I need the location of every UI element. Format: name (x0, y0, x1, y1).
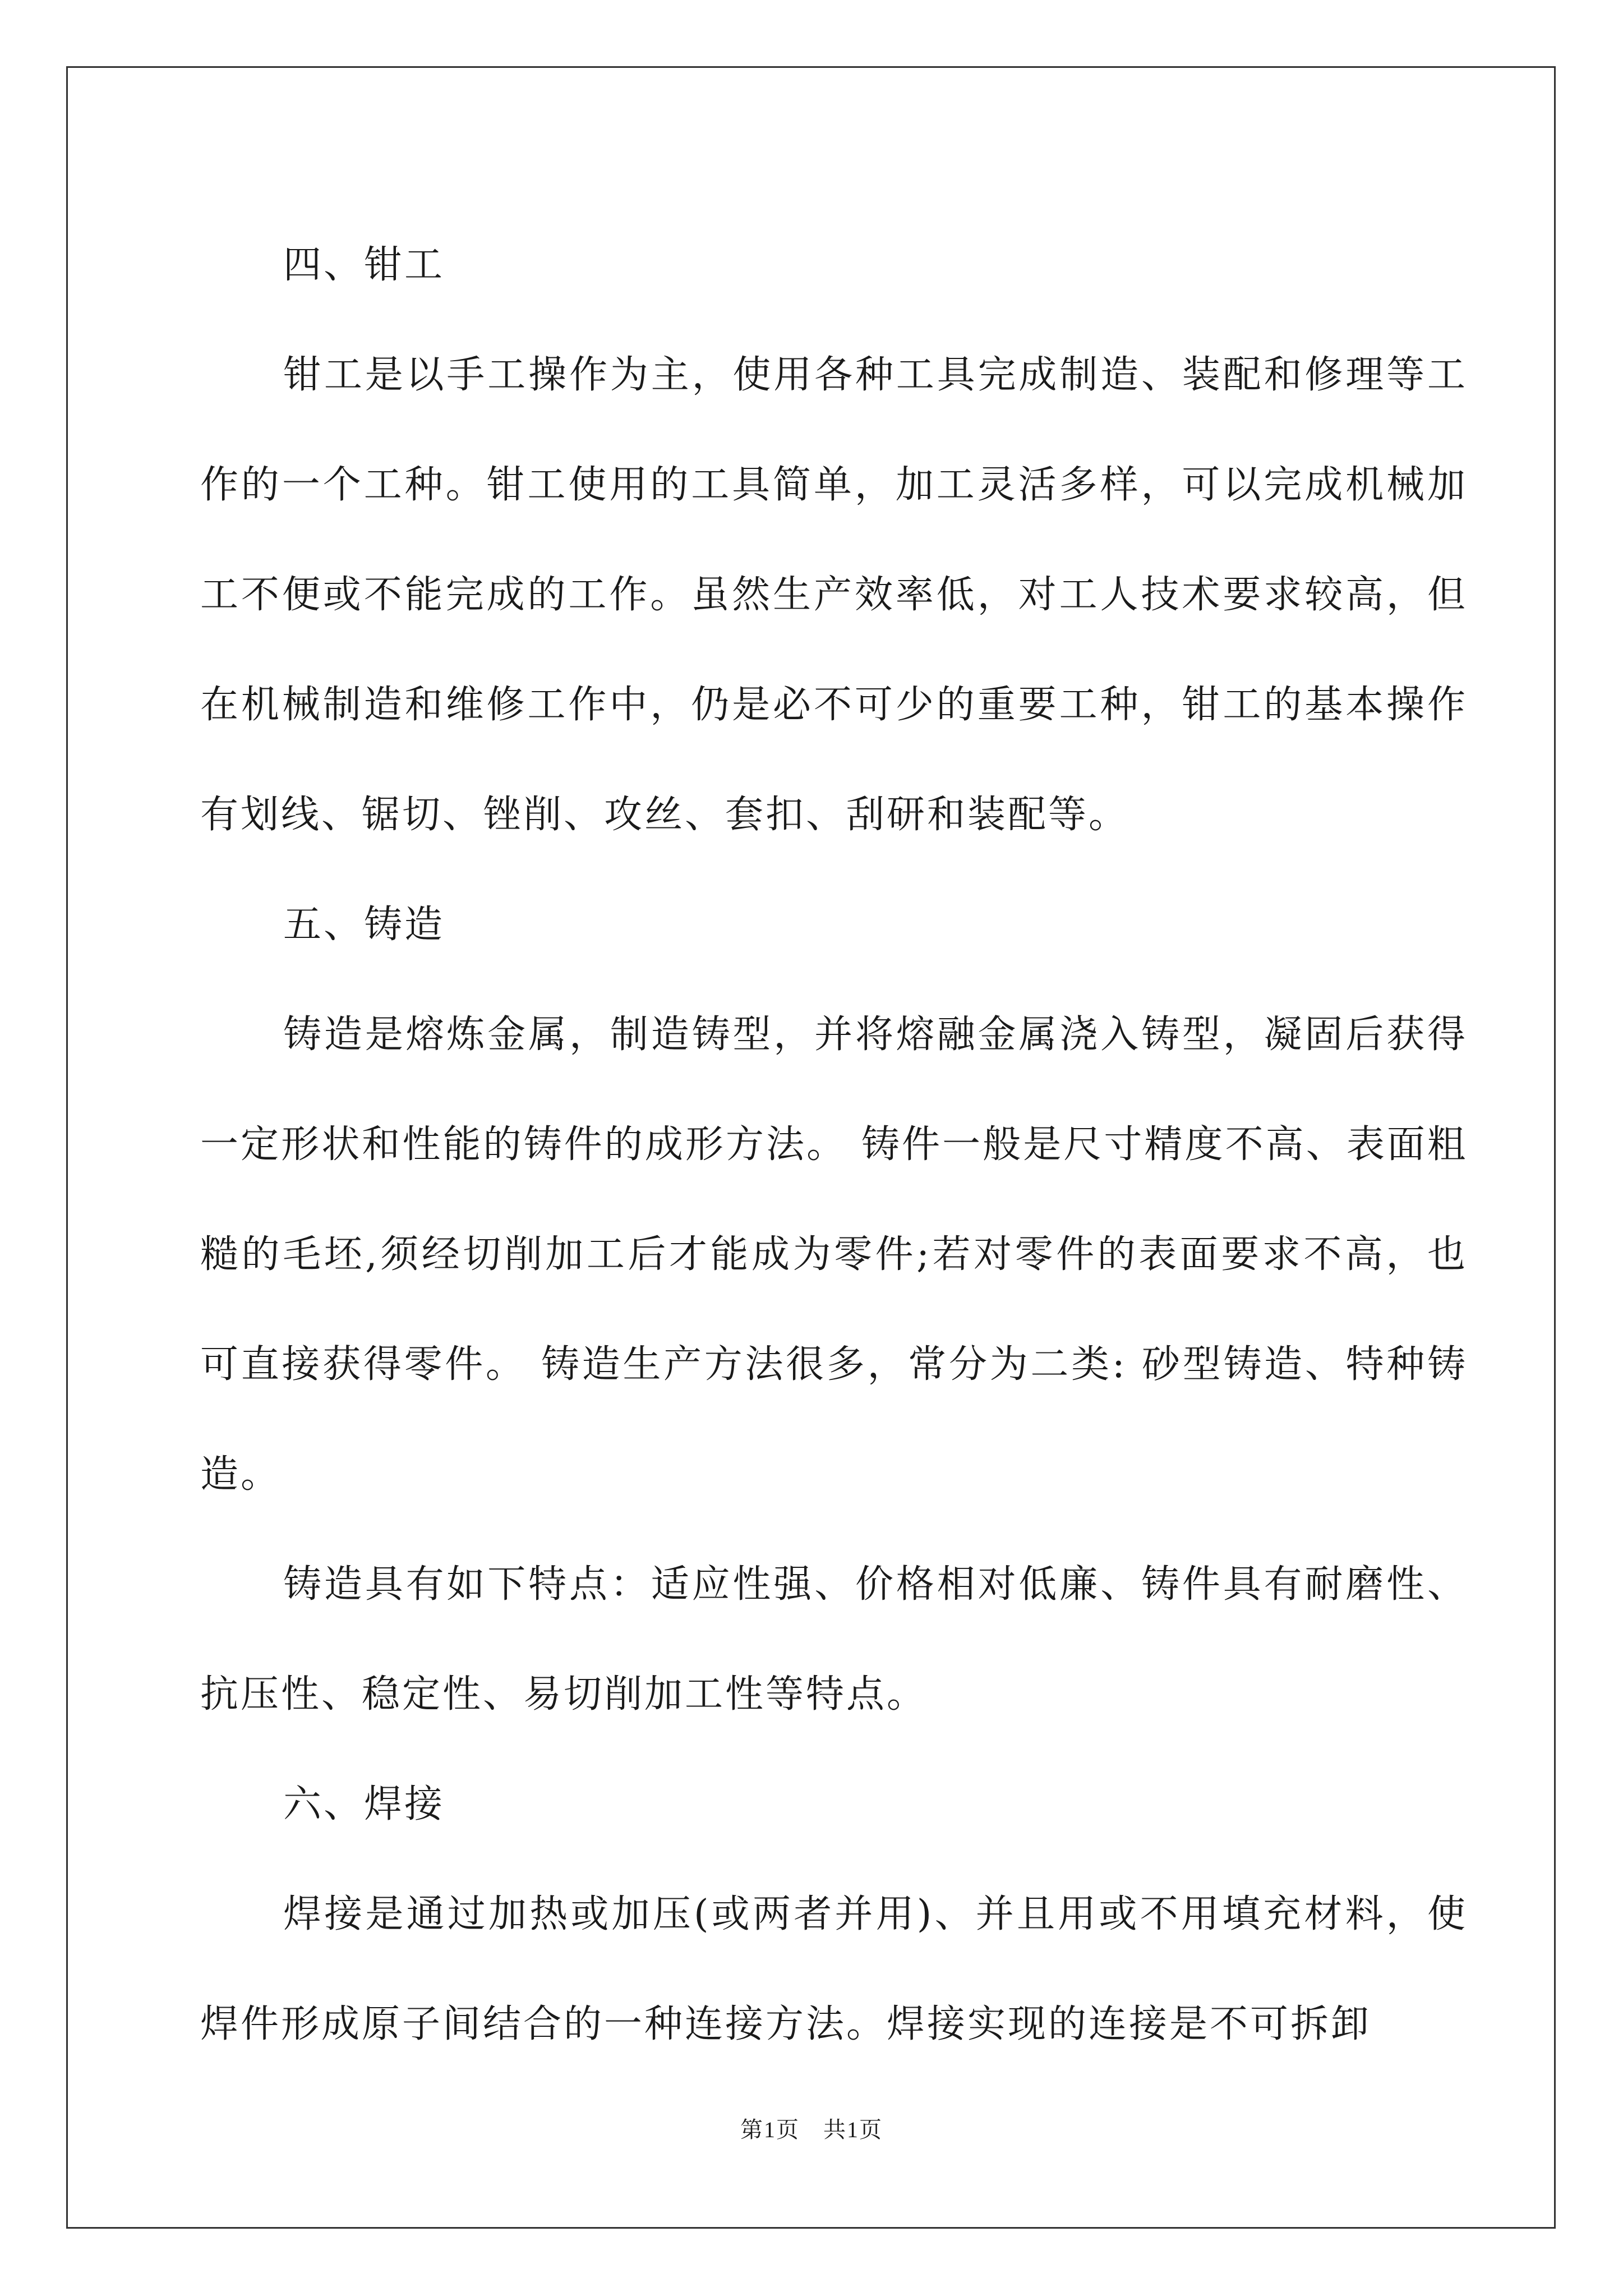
section-heading-fitter: 四、钳工 (283, 243, 445, 287)
paragraph-welding: 焊接是通过加热或加压(或两者并用)、并且用或不用填充材料，使焊件形成原子间结合的一种连接方法。焊接实现的连接是不可拆卸 (200, 1892, 1468, 2046)
document-body (200, 210, 1468, 2079)
section-heading-welding: 六、焊接 (283, 1782, 445, 1826)
section-heading-casting: 五、铸造 (283, 903, 445, 947)
page-number-footer: 第1页 共1页 (740, 2117, 883, 2142)
paragraph-casting-definition: 铸造是熔炼金属，制造铸型，并将熔融金属浇入铸型，凝固后获得一定形状和性能的铸件的成形方法。 铸件一般是尺寸精度不高、表面粗糙的毛坯,须经切削加工后才能成为零件;若对零件的表面要求不高，也可直接获得零件。 铸造生产方法很多，常分为二类: 砂型铸造、特种铸造。 (200, 1013, 1468, 1497)
paragraph-casting-features: 铸造具有如下特点：适应性强、价格相对低廉、铸件具有耐磨性、抗压性、稳定性、易切削加工性等特点。 (200, 1562, 1468, 1717)
paragraph-fitter: 钳工是以手工操作为主，使用各种工具完成制造、装配和修理等工作的一个工种。钳工使用的工具简单，加工灵活多样，可以完成机械加工不便或不能完成的工作。虽然生产效率低，对工人技术要求较高，但在机械制造和维修工作中，仍是必不可少的重要工种，钳工的基本操作有划线、锯切、锉削、攻丝、套扣、刮研和装配等。 (200, 353, 1468, 837)
